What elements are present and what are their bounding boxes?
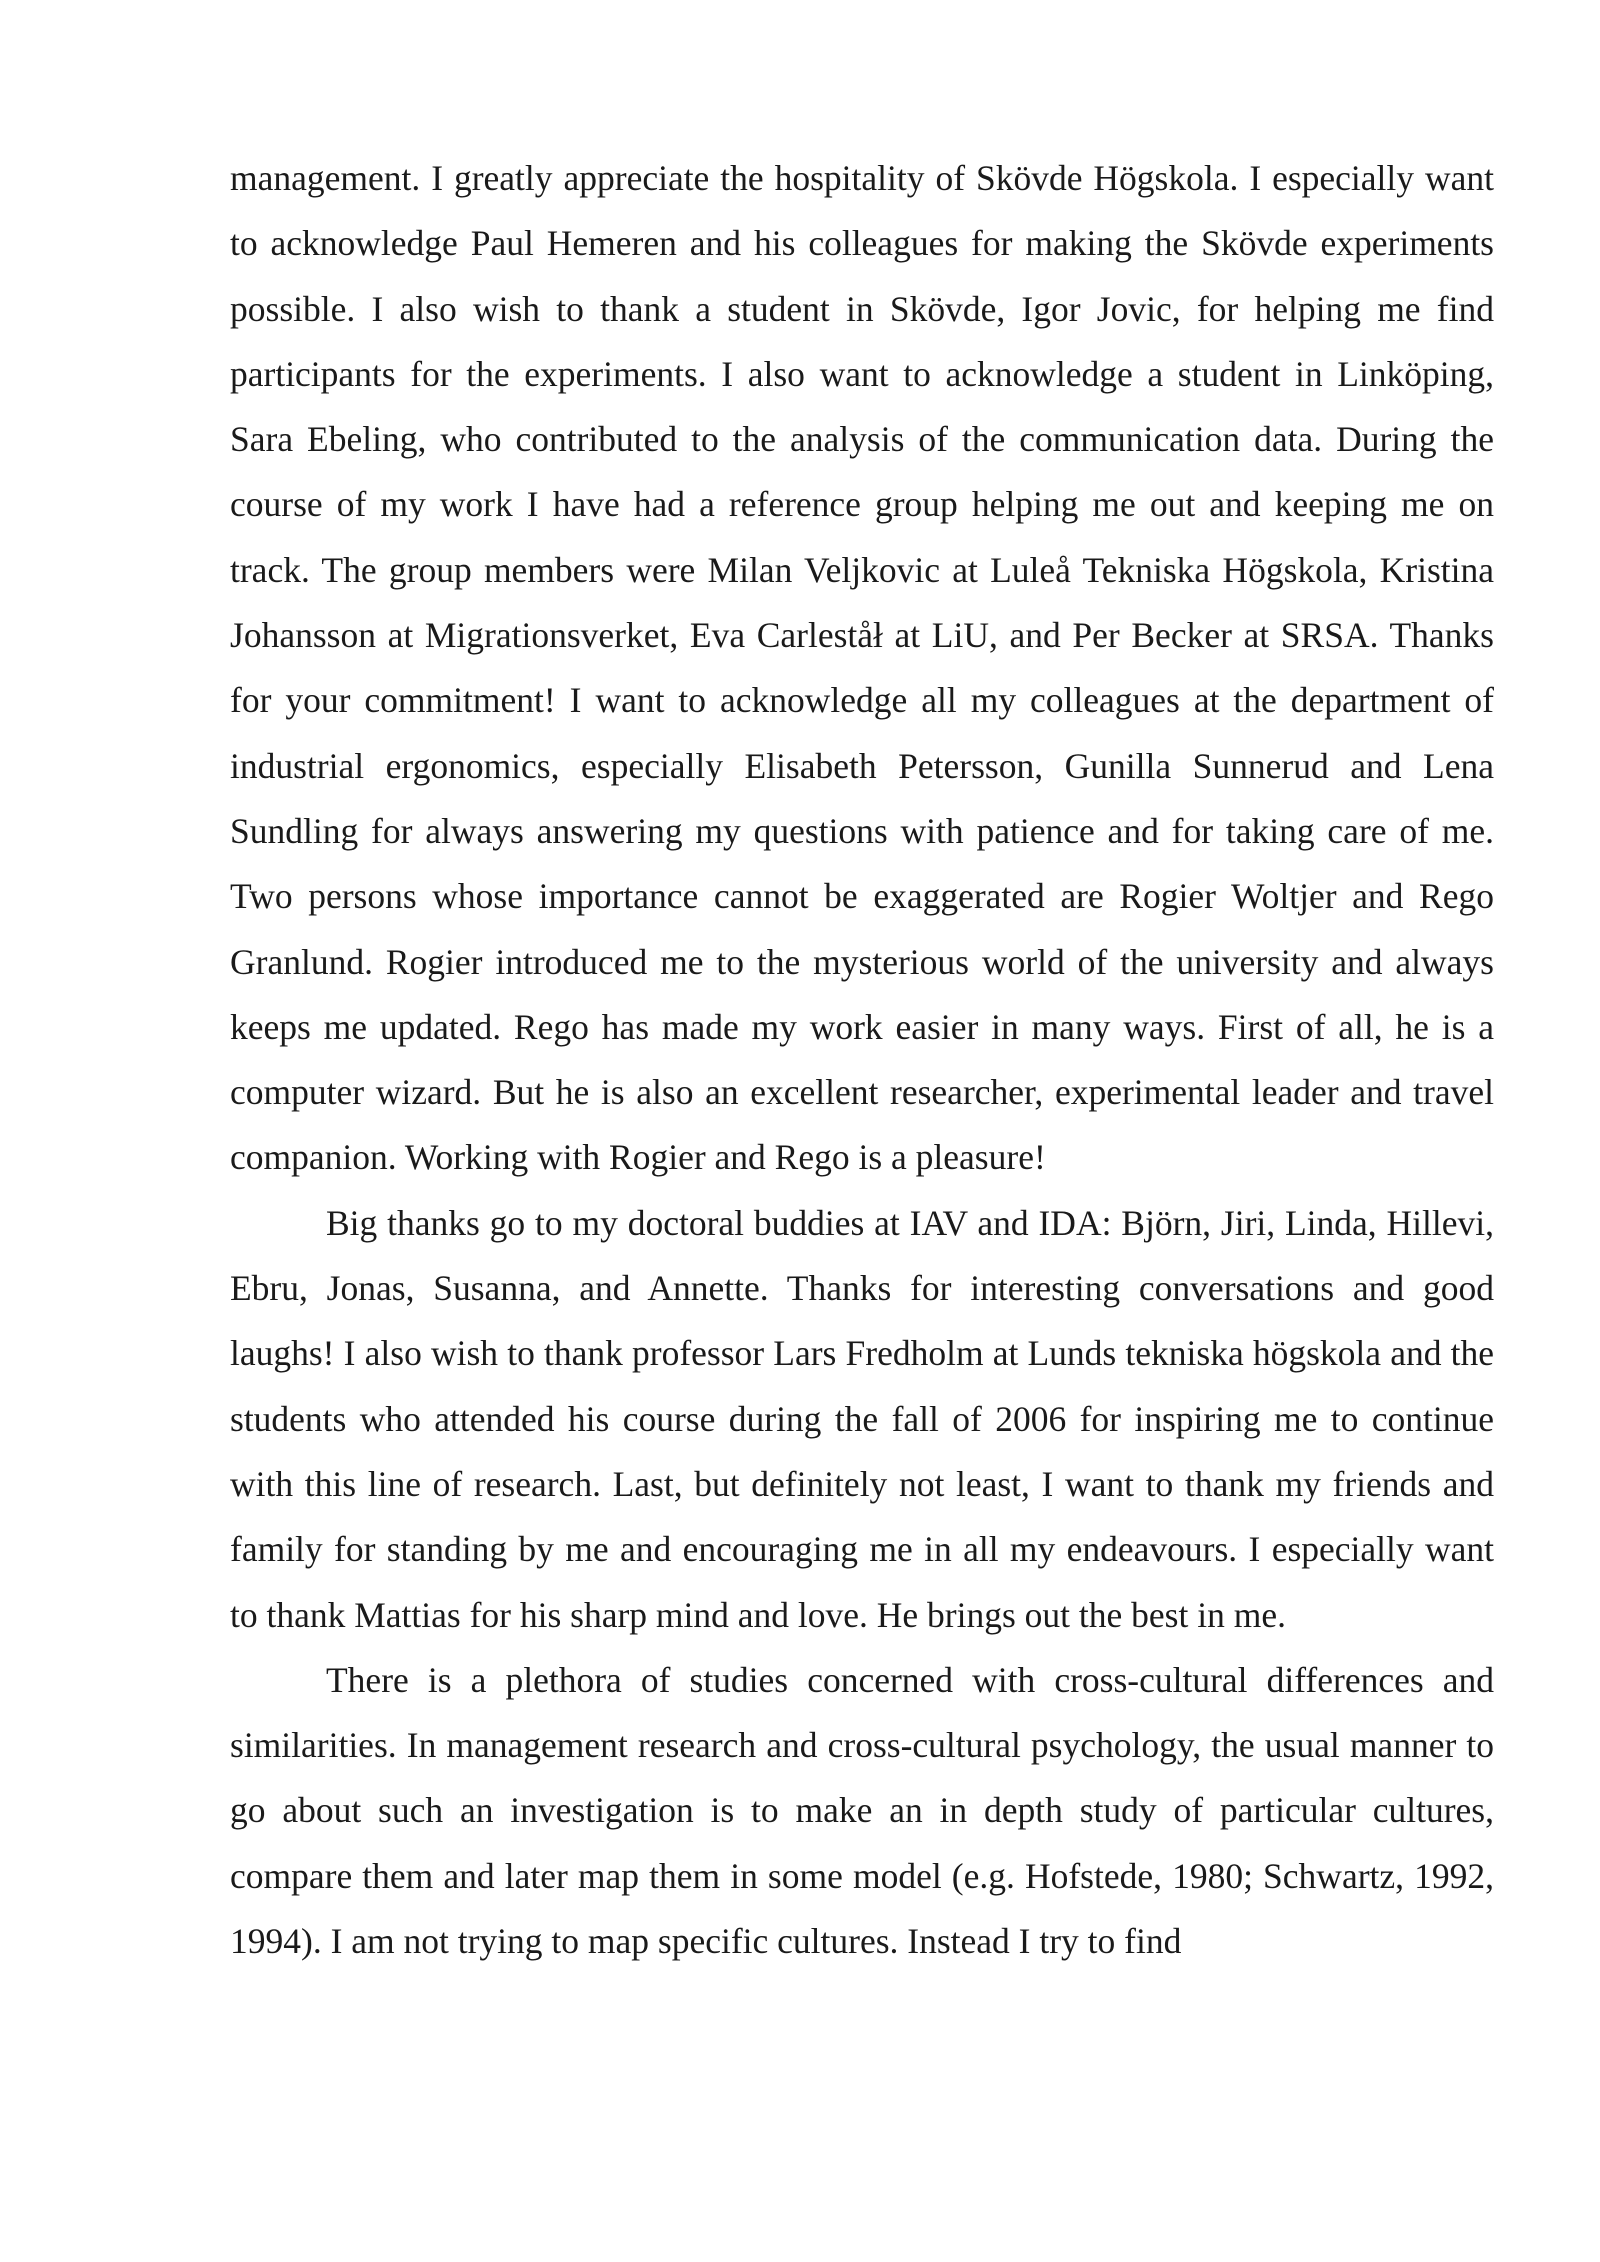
paragraph-doctoral-buddies: Big thanks go to my doctoral buddies at IAV and IDA: Björn, Jiri, Linda, Hillevi, Ebru, Jonas, Susanna, and Annette. Thanks for interesting conversations and good laughs! I also wish to thank professor Lars Fredholm at Lunds tekniska högskola and the students who attended his course during the fall of 2006 for inspiring me to continue with this line of research. Last, but definitely not least, I want to thank my friends and family for standing by me and encouraging me in all my endeavours. I especially want to thank Mattias for his sharp mind and love. He brings out the best in me. bbox=[230, 1202, 1494, 1635]
paragraph-acknowledgements-continued: management. I greatly appreciate the hospitality of Skövde Högskola. I especially want to acknowledge Paul Hemeren and his colleagues for making the Skövde experiments possible. I also wish to thank a student in Skövde, Igor Jovic, for helping me find participants for the experiments. I also want to acknowledge a student in Linköping, Sara Ebeling, who contributed to the analysis of the communication data. During the course of my work I have had a reference group helping me out and keeping me on track. The group members were Milan Veljkovic at Luleå Tekniska Högskola, Kristina Johansson at Migrationsverket, Eva Carleståł at LiU, and Per Becker at SRSA. Thanks for your commitment! I want to acknowledge all my colleagues at the department of industrial ergonomics, especially Elisabeth Petersson, Gunilla Sunnerud and Lena Sundling for always answering my questions with patience and for taking care of me. Two persons whose importance cannot be exaggerated are Rogier Woltjer and Rego Granlund. Rogier introduced me to the mysterious world of the university and always keeps me updated. Rego has made my work easier in many ways. First of all, he is a computer wizard. But he is also an excellent researcher, experimental leader and travel companion. Working with Rogier and Rego is a pleasure! bbox=[230, 158, 1494, 1178]
body-text bbox=[230, 146, 1494, 1974]
paragraph-cross-cultural-studies: There is a plethora of studies concerned with cross-cultural differences and similarities. In management research and cross-cultural psychology, the usual manner to go about such an investigation is to make an in depth study of particular cultures, compare them and later map them in some model (e.g. Hofstede, 1980; Schwartz, 1992, 1994). I am not trying to map specific cultures. Instead I try to find bbox=[230, 1659, 1494, 1962]
